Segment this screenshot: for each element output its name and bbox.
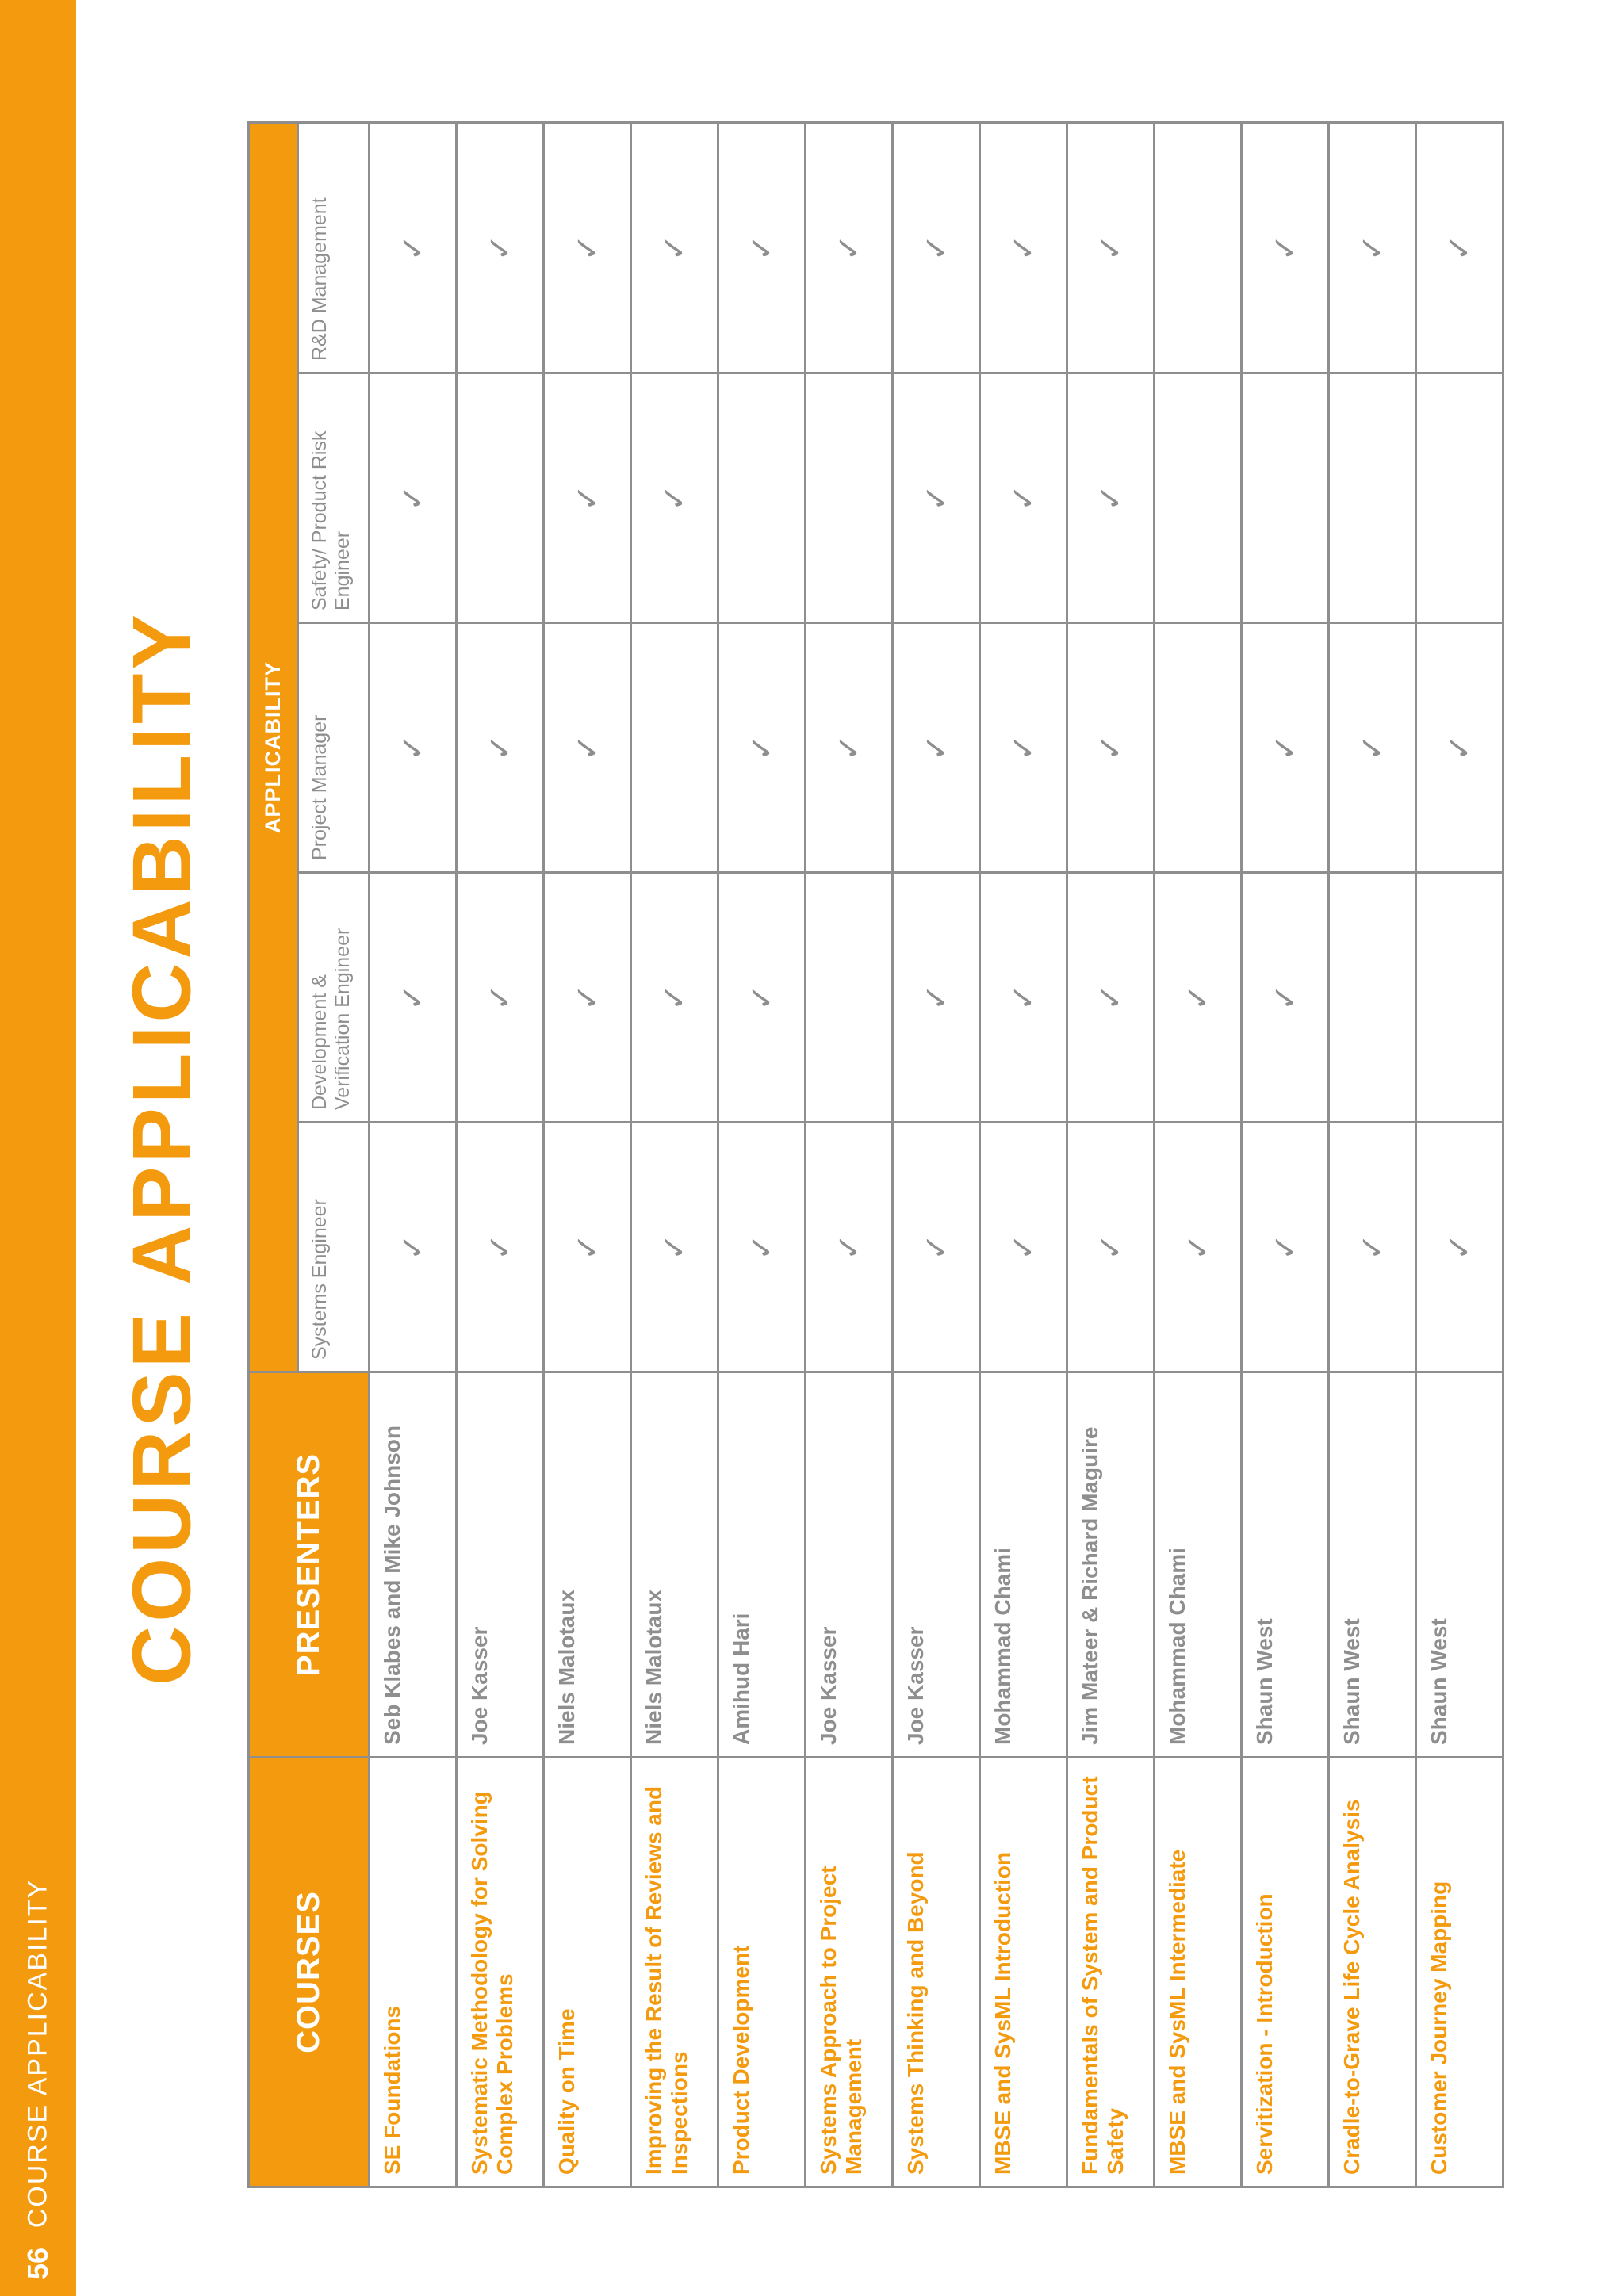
applicability-cell	[631, 373, 718, 623]
check-icon: ✓	[744, 984, 779, 1011]
applicability-cell	[544, 623, 631, 873]
check-icon: ✓	[918, 1234, 954, 1261]
role-header: R&D Management	[298, 122, 370, 373]
table-row	[631, 122, 718, 2187]
presenter-name: Shaun West	[1242, 1372, 1329, 1758]
applicability-cell	[457, 373, 544, 623]
page-title: COURSE APPLICABILITY	[116, 610, 209, 1686]
applicability-cell	[1329, 373, 1416, 623]
presenter-name: Joe Kasser	[806, 1372, 893, 1758]
applicability-cell	[980, 623, 1067, 873]
applicability-cell	[1416, 623, 1503, 873]
check-icon: ✓	[1005, 234, 1041, 262]
check-icon: ✓	[1442, 1234, 1477, 1261]
applicability-header: APPLICABILITY	[249, 122, 298, 1372]
check-icon: ✓	[395, 1234, 431, 1261]
applicability-cell	[1067, 1123, 1155, 1372]
presenters-header: PRESENTERS	[249, 1372, 370, 1758]
applicability-cell	[806, 1123, 893, 1372]
applicability-cell	[370, 623, 457, 873]
table-row	[1329, 122, 1416, 2187]
check-icon: ✓	[1093, 734, 1128, 761]
table-row	[893, 122, 980, 2187]
check-icon: ✓	[395, 984, 431, 1011]
applicability-cell	[1329, 873, 1416, 1123]
course-name: MBSE and SysML Introduction	[980, 1758, 1067, 2187]
applicability-cell	[370, 1123, 457, 1372]
check-icon: ✓	[1180, 1234, 1216, 1261]
presenter-name: Niels Malotaux	[631, 1372, 718, 1758]
presenter-name: Mohammad Chami	[1155, 1372, 1242, 1758]
table-row	[806, 122, 893, 2187]
check-icon: ✓	[1442, 234, 1477, 262]
applicability-cell	[1329, 122, 1416, 373]
applicability-cell	[631, 122, 718, 373]
presenter-name: Jim Mateer & Richard Maguire	[1067, 1372, 1155, 1758]
applicability-cell	[631, 623, 718, 873]
applicability-cell	[1067, 623, 1155, 873]
presenter-name: Shaun West	[1416, 1372, 1503, 1758]
applicability-cell	[1155, 623, 1242, 873]
presenter-name: Joe Kasser	[457, 1372, 544, 1758]
course-name: Improving the Result of Reviews and Inspections	[631, 1758, 718, 2187]
check-icon: ✓	[1005, 1234, 1041, 1261]
table-row	[1416, 122, 1503, 2187]
applicability-cell	[1155, 373, 1242, 623]
check-icon: ✓	[1005, 484, 1041, 511]
applicability-cell	[718, 623, 806, 873]
check-icon: ✓	[831, 734, 867, 761]
check-icon: ✓	[482, 734, 518, 761]
check-icon: ✓	[1005, 984, 1041, 1011]
applicability-cell	[718, 1123, 806, 1372]
course-name: Quality on Time	[544, 1758, 631, 2187]
role-header: Development & Verification Engineer	[298, 873, 370, 1123]
applicability-cell	[457, 873, 544, 1123]
check-icon: ✓	[918, 234, 954, 262]
presenter-name: Niels Malotaux	[544, 1372, 631, 1758]
check-icon: ✓	[657, 984, 692, 1011]
table-row	[718, 122, 806, 2187]
check-icon: ✓	[657, 484, 692, 511]
applicability-cell	[806, 873, 893, 1123]
table-row	[1242, 122, 1329, 2187]
applicability-cell	[544, 1123, 631, 1372]
applicability-cell	[1242, 122, 1329, 373]
applicability-cell	[806, 122, 893, 373]
table-row	[1067, 122, 1155, 2187]
role-header: Project Manager	[298, 623, 370, 873]
check-icon: ✓	[831, 234, 867, 262]
applicability-cell	[893, 1123, 980, 1372]
applicability-cell	[893, 373, 980, 623]
table-row	[544, 122, 631, 2187]
applicability-cell	[1067, 122, 1155, 373]
applicability-cell	[980, 873, 1067, 1123]
course-name: MBSE and SysML Intermediate	[1155, 1758, 1242, 2187]
applicability-cell	[893, 623, 980, 873]
check-icon: ✓	[1354, 1234, 1390, 1261]
check-icon: ✓	[1354, 234, 1390, 262]
check-icon: ✓	[918, 984, 954, 1011]
course-name: Systems Thinking and Beyond	[893, 1758, 980, 2187]
check-icon: ✓	[831, 1234, 867, 1261]
applicability-cell	[544, 873, 631, 1123]
applicability-cell	[1067, 373, 1155, 623]
course-name: Systematic Methodology for Solving Complex Problems	[457, 1758, 544, 2187]
presenter-name: Shaun West	[1329, 1372, 1416, 1758]
applicability-cell	[544, 122, 631, 373]
applicability-cell	[457, 1123, 544, 1372]
course-name: Customer Journey Mapping	[1416, 1758, 1503, 2187]
check-icon: ✓	[1093, 484, 1128, 511]
applicability-cell	[457, 623, 544, 873]
page-number: 56	[21, 2247, 54, 2280]
applicability-cell	[1416, 1123, 1503, 1372]
check-icon: ✓	[569, 484, 605, 511]
course-name: Servitization - Introduction	[1242, 1758, 1329, 2187]
applicability-cell	[1242, 873, 1329, 1123]
check-icon: ✓	[482, 1234, 518, 1261]
role-header: Safety/ Product Risk Engineer	[298, 373, 370, 623]
check-icon: ✓	[744, 1234, 779, 1261]
check-icon: ✓	[1005, 734, 1041, 761]
applicability-cell	[1416, 873, 1503, 1123]
applicability-cell	[1242, 623, 1329, 873]
applicability-cell	[544, 373, 631, 623]
presenter-name: Seb Klabes and Mike Johnson	[370, 1372, 457, 1758]
check-icon: ✓	[395, 484, 431, 511]
applicability-cell	[893, 873, 980, 1123]
check-icon: ✓	[744, 734, 779, 761]
course-name: Systems Approach to Project Management	[806, 1758, 893, 2187]
check-icon: ✓	[1093, 984, 1128, 1011]
applicability-cell	[1155, 1123, 1242, 1372]
check-icon: ✓	[744, 234, 779, 262]
table-container	[247, 124, 1499, 2188]
check-icon: ✓	[1267, 984, 1303, 1011]
check-icon: ✓	[1354, 734, 1390, 761]
courses-header: COURSES	[249, 1758, 370, 2187]
course-name: SE Foundations	[370, 1758, 457, 2187]
course-name: Cradle-to-Grave Life Cycle Analysis	[1329, 1758, 1416, 2187]
check-icon: ✓	[569, 734, 605, 761]
check-icon: ✓	[569, 234, 605, 262]
applicability-cell	[980, 1123, 1067, 1372]
applicability-cell	[980, 122, 1067, 373]
table-row	[980, 122, 1067, 2187]
applicability-cell	[718, 873, 806, 1123]
check-icon: ✓	[918, 734, 954, 761]
applicability-cell	[370, 122, 457, 373]
check-icon: ✓	[1093, 234, 1128, 262]
check-icon: ✓	[395, 734, 431, 761]
applicability-cell	[1242, 1123, 1329, 1372]
applicability-cell	[893, 122, 980, 373]
applicability-cell	[1067, 873, 1155, 1123]
table-row	[370, 122, 457, 2187]
applicability-cell	[980, 373, 1067, 623]
presenter-name: Amihud Hari	[718, 1372, 806, 1758]
check-icon: ✓	[1180, 984, 1216, 1011]
check-icon: ✓	[657, 1234, 692, 1261]
sidebar	[0, 0, 76, 2296]
presenter-name: Mohammad Chami	[980, 1372, 1067, 1758]
course-name: Fundamentals of System and Product Safety	[1067, 1758, 1155, 2187]
course-name: Product Development	[718, 1758, 806, 2187]
applicability-cell	[1155, 873, 1242, 1123]
applicability-cell	[718, 122, 806, 373]
check-icon: ✓	[657, 234, 692, 262]
applicability-cell	[631, 1123, 718, 1372]
presenter-name: Joe Kasser	[893, 1372, 980, 1758]
applicability-cell	[1416, 373, 1503, 623]
check-icon: ✓	[1093, 1234, 1128, 1261]
check-icon: ✓	[1267, 234, 1303, 262]
applicability-cell	[370, 373, 457, 623]
check-icon: ✓	[569, 984, 605, 1011]
applicability-cell	[631, 873, 718, 1123]
applicability-cell	[1242, 373, 1329, 623]
check-icon: ✓	[569, 1234, 605, 1261]
role-header: Systems Engineer	[298, 1123, 370, 1372]
applicability-cell	[1329, 623, 1416, 873]
applicability-cell	[370, 873, 457, 1123]
check-icon: ✓	[1267, 1234, 1303, 1261]
applicability-cell	[1329, 1123, 1416, 1372]
applicability-cell	[1155, 122, 1242, 373]
check-icon: ✓	[918, 484, 954, 511]
check-icon: ✓	[395, 234, 431, 262]
applicability-cell	[457, 122, 544, 373]
sidebar-title: COURSE APPLICABILITY	[22, 1878, 53, 2229]
check-icon: ✓	[482, 234, 518, 262]
check-icon: ✓	[1442, 734, 1477, 761]
check-icon: ✓	[482, 984, 518, 1011]
course-applicability-table	[247, 121, 1504, 2188]
table-row	[457, 122, 544, 2187]
applicability-cell	[718, 373, 806, 623]
applicability-cell	[1416, 122, 1503, 373]
applicability-cell	[806, 373, 893, 623]
check-icon: ✓	[1267, 734, 1303, 761]
table-row	[1155, 122, 1242, 2187]
applicability-cell	[806, 623, 893, 873]
